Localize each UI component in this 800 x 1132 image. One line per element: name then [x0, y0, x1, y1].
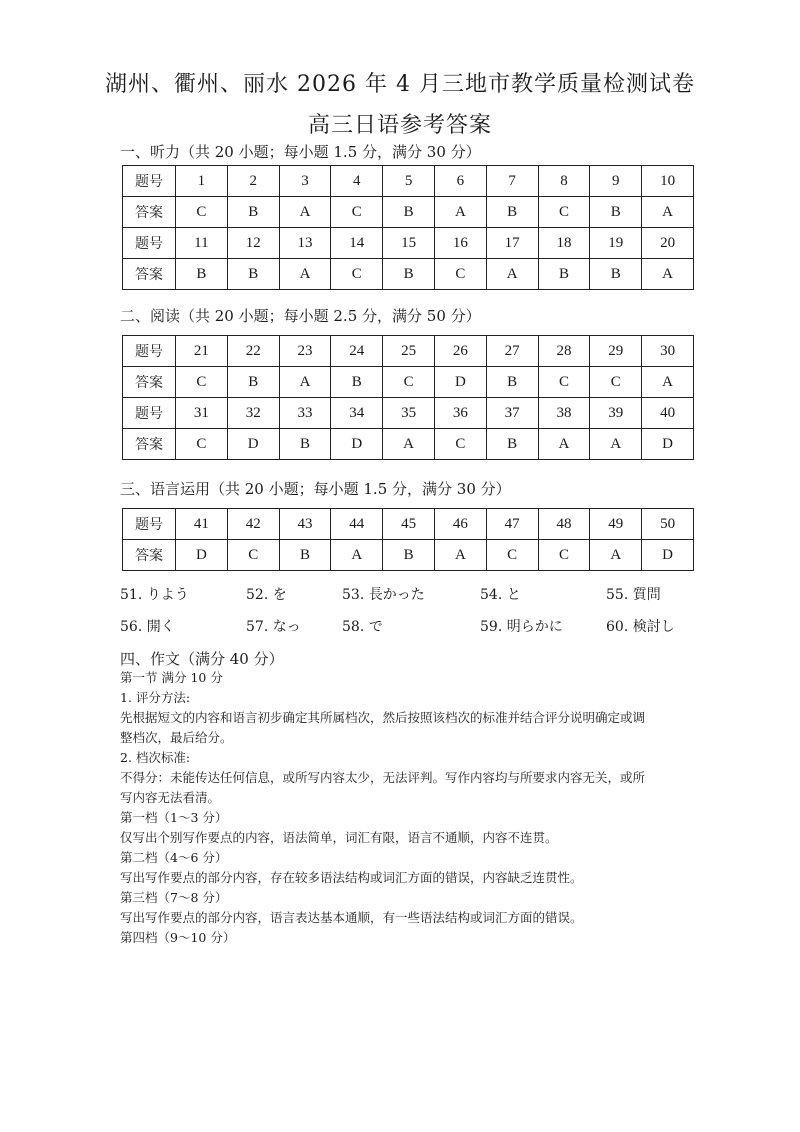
fill-in-row	[120, 584, 700, 608]
fill-in-answer: 60. 検討し	[606, 619, 675, 635]
fill-in-answer: 53. 長かった	[342, 587, 425, 603]
table-row	[123, 429, 694, 460]
essay-line: 第一档（1～3 分）	[120, 810, 228, 825]
answer-cell: A	[642, 197, 694, 228]
answer-cell: B	[227, 197, 279, 228]
answer-cell: B	[279, 429, 331, 460]
fill-in-answer: 52. を	[246, 587, 287, 603]
table-row	[123, 259, 694, 290]
question-number-cell: 42	[227, 509, 279, 540]
answer-cell: A	[279, 259, 331, 290]
question-number-cell: 27	[486, 336, 538, 367]
question-number-cell: 3	[279, 166, 331, 197]
question-number-cell: 4	[331, 166, 383, 197]
answer-cell: D	[227, 429, 279, 460]
question-number-cell: 47	[486, 509, 538, 540]
answer-cell: A	[383, 429, 435, 460]
question-number-cell: 6	[434, 166, 486, 197]
section-heading-language-use: 三、语言运用（共 20 小题；每小题 1.5 分，满分 30 分）	[120, 480, 511, 498]
fill-in-answer: 59. 明らかに	[480, 619, 563, 635]
answer-cell: A	[590, 429, 642, 460]
essay-line: 整档次，最后给分。	[120, 730, 233, 745]
answer-cell: B	[227, 259, 279, 290]
question-number-cell: 18	[538, 228, 590, 259]
fill-in-answer: 58. で	[342, 619, 383, 635]
row-label: 答案	[123, 429, 176, 460]
answer-cell: C	[176, 429, 228, 460]
row-label: 题号	[123, 336, 176, 367]
answer-cell: B	[590, 197, 642, 228]
question-number-cell: 46	[434, 509, 486, 540]
question-number-cell: 39	[590, 398, 642, 429]
section-heading-listening: 一、听力（共 20 小题；每小题 1.5 分，满分 30 分）	[120, 143, 481, 161]
question-number-cell: 34	[331, 398, 383, 429]
question-number-cell: 9	[590, 166, 642, 197]
question-number-cell: 5	[383, 166, 435, 197]
question-number-cell: 44	[331, 509, 383, 540]
question-number-cell: 31	[176, 398, 228, 429]
answer-cell: A	[279, 197, 331, 228]
answer-cell: B	[331, 367, 383, 398]
answer-cell: C	[434, 259, 486, 290]
question-number-cell: 14	[331, 228, 383, 259]
question-number-cell: 36	[434, 398, 486, 429]
answer-cell: C	[538, 367, 590, 398]
answer-cell: D	[642, 540, 694, 571]
answer-cell: B	[383, 259, 435, 290]
question-number-cell: 20	[642, 228, 694, 259]
table-row	[123, 228, 694, 259]
essay-line: 写出写作要点的部分内容，存在较多语法结构或词汇方面的错误，内容缺乏连贯性。	[120, 870, 583, 885]
document-title: 湖州、衢州、丽水 2026 年 4 月三地市教学质量检测试卷	[105, 72, 695, 97]
answer-cell: B	[383, 540, 435, 571]
question-number-cell: 24	[331, 336, 383, 367]
question-number-cell: 13	[279, 228, 331, 259]
answer-cell: B	[227, 367, 279, 398]
table-row	[123, 367, 694, 398]
essay-line: 写内容无法看清。	[120, 790, 221, 805]
essay-line: 先根据短文的内容和语言初步确定其所属档次，然后按照该档次的标准并结合评分说明确定或调	[120, 710, 646, 725]
row-label: 答案	[123, 197, 176, 228]
question-number-cell: 22	[227, 336, 279, 367]
answer-table-reading	[122, 335, 694, 460]
answer-cell: C	[434, 429, 486, 460]
answer-cell: C	[227, 540, 279, 571]
table-row	[123, 197, 694, 228]
table-row	[123, 166, 694, 197]
table-row	[123, 398, 694, 429]
answer-cell: B	[279, 540, 331, 571]
answer-cell: C	[590, 367, 642, 398]
question-number-cell: 10	[642, 166, 694, 197]
answer-cell: B	[486, 429, 538, 460]
answer-cell: C	[383, 367, 435, 398]
answer-cell: B	[590, 259, 642, 290]
question-number-cell: 32	[227, 398, 279, 429]
question-number-cell: 21	[176, 336, 228, 367]
question-number-cell: 43	[279, 509, 331, 540]
section-heading-essay: 四、作文（满分 40 分）	[120, 650, 284, 668]
answer-cell: C	[331, 197, 383, 228]
answer-table-language-use	[122, 508, 694, 571]
question-number-cell: 25	[383, 336, 435, 367]
answer-cell: D	[434, 367, 486, 398]
question-number-cell: 1	[176, 166, 228, 197]
question-number-cell: 11	[176, 228, 228, 259]
essay-line: 仅写出个别写作要点的内容，语法简单，词汇有限，语言不通顺，内容不连贯。	[120, 830, 558, 845]
question-number-cell: 40	[642, 398, 694, 429]
answer-cell: C	[176, 197, 228, 228]
answer-cell: A	[486, 259, 538, 290]
question-number-cell: 28	[538, 336, 590, 367]
question-number-cell: 38	[538, 398, 590, 429]
row-label: 题号	[123, 509, 176, 540]
table-row	[123, 509, 694, 540]
question-number-cell: 16	[434, 228, 486, 259]
essay-line: 第二档（4～6 分）	[120, 850, 228, 865]
essay-criteria	[120, 668, 710, 948]
question-number-cell: 49	[590, 509, 642, 540]
fill-in-answer: 55. 質問	[606, 587, 661, 603]
answer-cell: D	[176, 540, 228, 571]
answer-cell: A	[642, 367, 694, 398]
question-number-cell: 45	[383, 509, 435, 540]
essay-line: 2. 档次标准:	[120, 750, 191, 765]
table-row	[123, 540, 694, 571]
question-number-cell: 23	[279, 336, 331, 367]
essay-line: 第一节 满分 10 分	[120, 670, 223, 685]
answer-cell: A	[590, 540, 642, 571]
answer-cell: B	[486, 367, 538, 398]
table-row	[123, 336, 694, 367]
question-number-cell: 48	[538, 509, 590, 540]
row-label: 答案	[123, 259, 176, 290]
essay-line: 第三档（7～8 分）	[120, 890, 228, 905]
answer-cell: B	[383, 197, 435, 228]
row-label: 答案	[123, 367, 176, 398]
answer-cell: B	[538, 259, 590, 290]
section-heading-reading: 二、阅读（共 20 小题；每小题 2.5 分，满分 50 分）	[120, 307, 481, 325]
answer-cell: A	[434, 197, 486, 228]
answer-cell: C	[331, 259, 383, 290]
answer-cell: A	[434, 540, 486, 571]
question-number-cell: 8	[538, 166, 590, 197]
row-label: 答案	[123, 540, 176, 571]
question-number-cell: 7	[486, 166, 538, 197]
answer-cell: B	[176, 259, 228, 290]
essay-line: 不得分：未能传达任何信息，或所写内容太少，无法评判。写作内容均与所要求内容无关，或所	[120, 770, 646, 785]
question-number-cell: 26	[434, 336, 486, 367]
fill-in-answer: 51. りよう	[120, 587, 189, 603]
answer-cell: A	[331, 540, 383, 571]
fill-in-answer: 57. なっ	[246, 619, 301, 635]
essay-line: 写出写作要点的部分内容，语言表达基本通顺，有一些语法结构或词汇方面的错误。	[120, 910, 583, 925]
row-label: 题号	[123, 166, 176, 197]
row-label: 题号	[123, 398, 176, 429]
answer-table-listening	[122, 165, 694, 290]
answer-cell: C	[538, 540, 590, 571]
question-number-cell: 30	[642, 336, 694, 367]
question-number-cell: 35	[383, 398, 435, 429]
essay-line: 1. 评分方法:	[120, 690, 191, 705]
document-subtitle: 高三日语参考答案	[307, 113, 492, 138]
answer-cell: B	[486, 197, 538, 228]
answer-cell: C	[486, 540, 538, 571]
question-number-cell: 19	[590, 228, 642, 259]
question-number-cell: 2	[227, 166, 279, 197]
question-number-cell: 33	[279, 398, 331, 429]
answer-cell: D	[331, 429, 383, 460]
question-number-cell: 29	[590, 336, 642, 367]
answer-cell: A	[279, 367, 331, 398]
answer-cell: D	[642, 429, 694, 460]
answer-cell: C	[538, 197, 590, 228]
question-number-cell: 17	[486, 228, 538, 259]
question-number-cell: 37	[486, 398, 538, 429]
question-number-cell: 15	[383, 228, 435, 259]
fill-in-row	[120, 616, 700, 640]
row-label: 题号	[123, 228, 176, 259]
answer-cell: A	[642, 259, 694, 290]
essay-line: 第四档（9～10 分）	[120, 930, 236, 945]
fill-in-answer: 54. と	[480, 587, 521, 603]
answer-cell: C	[176, 367, 228, 398]
fill-in-answer: 56. 開く	[120, 619, 175, 635]
question-number-cell: 41	[176, 509, 228, 540]
question-number-cell: 50	[642, 509, 694, 540]
question-number-cell: 12	[227, 228, 279, 259]
answer-cell: A	[538, 429, 590, 460]
